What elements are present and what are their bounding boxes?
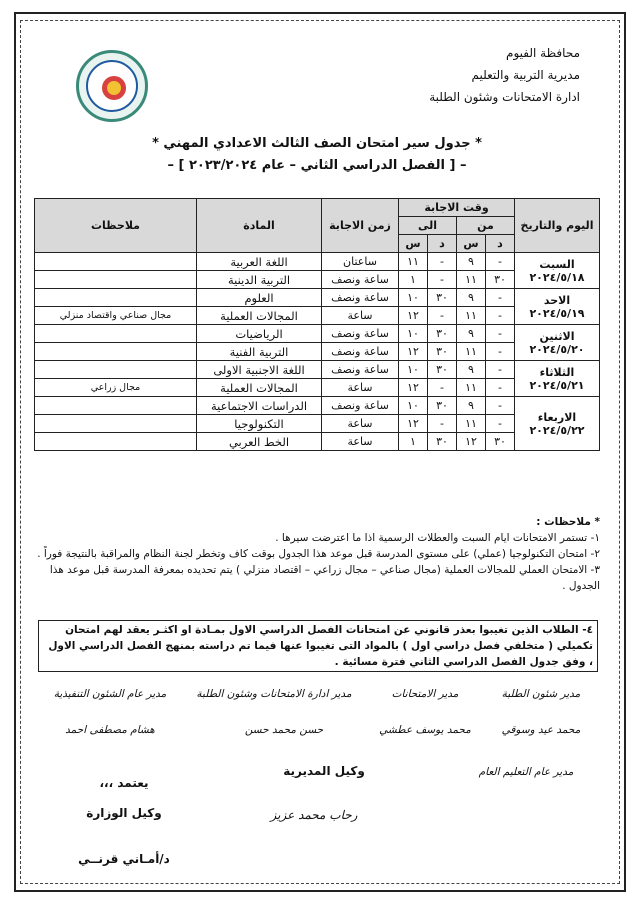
table-row xyxy=(35,361,600,379)
notes-section xyxy=(34,514,600,594)
subject-cell: الدراسات الاجتماعية xyxy=(197,397,322,415)
day-name: الثلاثاء xyxy=(539,365,575,379)
from-minutes-cell: - xyxy=(486,361,515,379)
from-hours-cell: ١٢ xyxy=(457,433,486,451)
to-minutes-cell: - xyxy=(428,253,457,271)
to-minutes-cell: - xyxy=(428,415,457,433)
col-duration: زمن الاجابة xyxy=(322,199,399,253)
col-day-date: اليوم والتاريخ xyxy=(515,199,600,253)
sig-name-executive-affairs: هشام مصطفى احمد xyxy=(65,724,155,736)
to-hours-cell: ١٠ xyxy=(399,361,428,379)
from-hours-cell: ٩ xyxy=(457,253,486,271)
note-cell xyxy=(35,253,197,271)
col-notes: ملاحظات xyxy=(35,199,197,253)
col-from: من xyxy=(457,217,515,235)
to-hours-cell: ١٢ xyxy=(399,343,428,361)
from-hours-cell: ١١ xyxy=(457,343,486,361)
from-minutes-cell: - xyxy=(486,307,515,325)
subject-cell: الخط العربي xyxy=(197,433,322,451)
header-governorate: محافظة الفيوم xyxy=(506,46,580,60)
day-date-cell xyxy=(515,325,600,361)
from-hours-cell: ٩ xyxy=(457,325,486,343)
table-row xyxy=(35,397,600,415)
header-directorate: مديرية التربية والتعليم xyxy=(471,68,580,82)
to-minutes-cell: ٣٠ xyxy=(428,343,457,361)
sig-name-exams-admin-director: حسن محمد حسن xyxy=(244,724,324,736)
exam-date: ٢٠٢٤/٥/٢٢ xyxy=(529,423,585,437)
day-date-cell xyxy=(515,289,600,325)
sig-name-students-affairs: محمد عيد وسوقي xyxy=(501,724,581,736)
sig-title-ministry-deputy: وكيل الوزارة xyxy=(86,806,162,820)
note-4-boxed: ٤- الطلاب الذين تغيبوا بعذر قانوني عن امتحانات الفصل الدراسي الاول بمـادة او اكثـر يعقد لهم امتحان تكميلي ( متخلفي فصل دراسي اول ) بالمواد التى تغيبوا عنها فيما تم دراسته بمنهج الفصل الدراسي الاول ، وفق جدول الفصل الدراسي الثاني فترة مسائية . xyxy=(38,620,598,672)
to-hours-cell: ١ xyxy=(399,271,428,289)
exam-date: ٢٠٢٤/٥/٢٠ xyxy=(529,342,585,356)
subject-cell: التربية الفنية xyxy=(197,343,322,361)
sig-title-exams-admin-director: مدير ادارة الامتحانات وشئون الطلبة xyxy=(196,688,352,700)
from-minutes-cell: ٣٠ xyxy=(486,433,515,451)
note-cell xyxy=(35,289,197,307)
page-title: * جدول سير امتحان الصف الثالث الاعدادي المهني * xyxy=(152,136,482,151)
to-minutes-cell: - xyxy=(428,379,457,397)
day-name: الاربعاء xyxy=(537,410,577,424)
duration-cell: ساعة xyxy=(322,415,399,433)
duration-cell: ساعة xyxy=(322,379,399,397)
to-minutes-cell: ٣٠ xyxy=(428,397,457,415)
subject-cell: العلوم xyxy=(197,289,322,307)
note-3: ٣- الامتحان العملي للمجالات العملية (مجال صناعي – مجال زراعي – اقتصاد منزلي ) يتم تحديده بمعرفة المدرسة قبل موعد هذا الجدول . xyxy=(49,564,600,592)
page-subtitle: – [ الفصل الدراسي الثاني – عام ٢٠٢٣/٢٠٢٤ ] – xyxy=(167,158,467,173)
to-minutes-cell: ٣٠ xyxy=(428,325,457,343)
duration-cell: ساعة ونصف xyxy=(322,271,399,289)
from-minutes-cell: - xyxy=(486,379,515,397)
day-date-cell xyxy=(515,361,600,397)
note-cell xyxy=(35,325,197,343)
day-date-cell xyxy=(515,397,600,451)
note-cell xyxy=(35,433,197,451)
subject-cell: اللغة الاجنبية الاولى xyxy=(197,361,322,379)
day-name: الاثنين xyxy=(539,329,575,343)
exam-schedule-table xyxy=(34,198,600,451)
from-hours-cell: ١١ xyxy=(457,271,486,289)
from-minutes-cell: - xyxy=(486,253,515,271)
to-hours-cell: ١ xyxy=(399,433,428,451)
from-hours-cell: ٩ xyxy=(457,289,486,307)
subject-cell: التكنولوجيا xyxy=(197,415,322,433)
from-hours-cell: ١١ xyxy=(457,307,486,325)
to-hours-cell: ١٢ xyxy=(399,307,428,325)
sig-name-directorate-deputy: رحاب محمد عزيز xyxy=(270,808,358,822)
sig-title-general-education: مدير عام التعليم العام xyxy=(478,766,574,778)
from-hours-cell: ١١ xyxy=(457,415,486,433)
table-row xyxy=(35,325,600,343)
col-to-minutes: د xyxy=(428,235,457,253)
day-date-cell xyxy=(515,253,600,289)
sig-title-directorate-deputy: وكيل المديرية xyxy=(283,764,365,778)
note-cell xyxy=(35,361,197,379)
table-row xyxy=(35,253,600,271)
sig-name-ministry-deputy: د/أمـاني قرنــي xyxy=(78,852,170,866)
from-minutes-cell: - xyxy=(486,289,515,307)
notes-heading: * ملاحظات : xyxy=(536,516,600,528)
note-2: ٢- امتحان التكنولوجيا (عملي) على مستوى المدرسة قبل موعد هذا الجدول بوقت كاف وتخطر لجنة النظام والمراقبة بالنتيجة فوراً . xyxy=(37,548,600,560)
note-cell xyxy=(35,397,197,415)
duration-cell: ساعة ونصف xyxy=(322,289,399,307)
from-minutes-cell: - xyxy=(486,343,515,361)
from-minutes-cell: - xyxy=(486,397,515,415)
duration-cell: ساعتان xyxy=(322,253,399,271)
from-hours-cell: ٩ xyxy=(457,397,486,415)
subject-cell: المجالات العملية xyxy=(197,307,322,325)
table-row xyxy=(35,289,600,307)
from-hours-cell: ١١ xyxy=(457,379,486,397)
col-to-hours: س xyxy=(399,235,428,253)
subject-cell: المجالات العملية xyxy=(197,379,322,397)
to-minutes-cell: ٣٠ xyxy=(428,433,457,451)
note-cell xyxy=(35,415,197,433)
subject-cell: اللغة العربية xyxy=(197,253,322,271)
subject-cell: الرياضيات xyxy=(197,325,322,343)
col-to: الى xyxy=(399,217,457,235)
duration-cell: ساعة xyxy=(322,307,399,325)
col-from-minutes: د xyxy=(486,235,515,253)
duration-cell: ساعة ونصف xyxy=(322,343,399,361)
duration-cell: ساعة ونصف xyxy=(322,361,399,379)
exam-date: ٢٠٢٤/٥/١٩ xyxy=(529,306,585,320)
from-minutes-cell: - xyxy=(486,415,515,433)
to-hours-cell: ١٠ xyxy=(399,325,428,343)
duration-cell: ساعة xyxy=(322,433,399,451)
sig-title-executive-affairs: مدير عام الشئون التنفيذية xyxy=(53,688,167,700)
to-minutes-cell: - xyxy=(428,271,457,289)
note-cell xyxy=(35,271,197,289)
duration-cell: ساعة ونصف xyxy=(322,397,399,415)
sig-title-students-affairs: مدير شئون الطلبة xyxy=(501,688,581,700)
from-hours-cell: ٩ xyxy=(457,361,486,379)
exam-date: ٢٠٢٤/٥/٢١ xyxy=(529,378,585,392)
to-minutes-cell: ٣٠ xyxy=(428,289,457,307)
col-from-hours: س xyxy=(457,235,486,253)
note-1: ١- تستمر الامتحانات ايام السبت والعطلات الرسمية اذا ما اعترضت سيرها . xyxy=(275,532,600,544)
col-subject: المادة xyxy=(197,199,322,253)
from-minutes-cell: - xyxy=(486,325,515,343)
to-hours-cell: ١٢ xyxy=(399,415,428,433)
ministry-seal-logo xyxy=(76,50,148,122)
subject-cell: التربية الدينية xyxy=(197,271,322,289)
to-minutes-cell: ٣٠ xyxy=(428,361,457,379)
to-hours-cell: ١١ xyxy=(399,253,428,271)
sig-title-exams-director: مدير الامتحانات xyxy=(391,688,459,700)
header-administration: ادارة الامتحانات وشئون الطلبة xyxy=(429,90,580,104)
to-hours-cell: ١٢ xyxy=(399,379,428,397)
to-hours-cell: ١٠ xyxy=(399,289,428,307)
to-minutes-cell: - xyxy=(428,307,457,325)
duration-cell: ساعة ونصف xyxy=(322,325,399,343)
sig-name-exams-director: محمد يوسف عطشي xyxy=(379,724,471,736)
approved-label: يعتمد ،،، xyxy=(99,776,149,790)
day-name: السبت xyxy=(539,257,575,271)
col-answer-time: وقت الاجابة xyxy=(399,199,515,217)
note-cell xyxy=(35,343,197,361)
from-minutes-cell: ٣٠ xyxy=(486,271,515,289)
exam-date: ٢٠٢٤/٥/١٨ xyxy=(529,270,585,284)
day-name: الاحد xyxy=(543,293,571,307)
note-cell: مجال زراعي xyxy=(35,379,197,397)
note-cell: مجال صناعي واقتصاد منزلي xyxy=(35,307,197,325)
to-hours-cell: ١٠ xyxy=(399,397,428,415)
